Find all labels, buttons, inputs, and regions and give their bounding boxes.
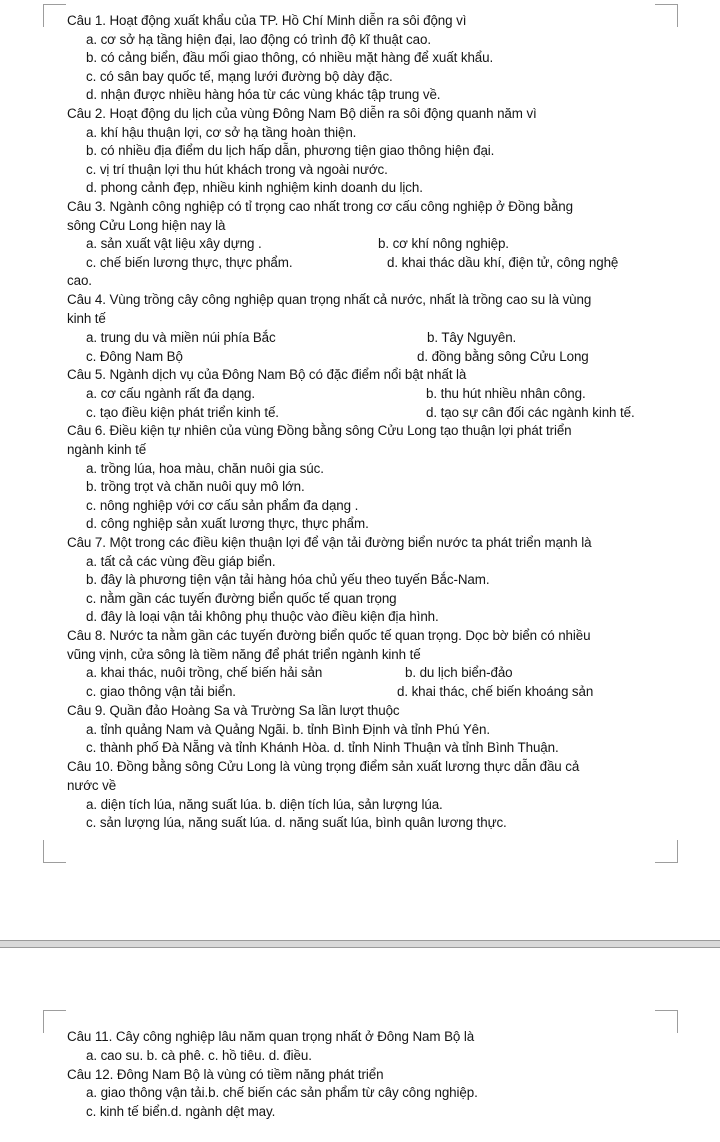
option-9ab: a. tỉnh quảng Nam và Quảng Ngãi. b. tỉnh Bình Định và tỉnh Phú Yên. — [86, 722, 490, 737]
question-4-cont: kinh tế — [67, 311, 106, 326]
question-9: Câu 9. Quần đảo Hoàng Sa và Trường Sa lần lượt thuộc — [67, 703, 400, 718]
option-9cd: c. thành phố Đà Nẵng và tỉnh Khánh Hòa. d. tỉnh Ninh Thuận và tỉnh Bình Thuận. — [86, 740, 559, 755]
crop-mark — [43, 840, 66, 863]
option-1a: a. cơ sở hạ tầng hiện đại, lao động có trình độ kĩ thuật cao. — [86, 32, 431, 47]
option-12ab: a. giao thông vận tải.b. chế biến các sản phẩm từ cây công nghiệp. — [86, 1085, 478, 1100]
option-12cd: c. kinh tế biển.d. ngành dệt may. — [86, 1104, 276, 1119]
crop-mark — [43, 4, 66, 27]
option-6b: b. trồng trọt và chăn nuôi quy mô lớn. — [86, 479, 305, 494]
crop-mark — [655, 4, 678, 27]
option-3d-cont: cao. — [67, 273, 92, 288]
option-8d: d. khai thác, chế biến khoáng sản — [397, 684, 594, 699]
question-1: Câu 1. Hoạt động xuất khẩu của TP. Hồ Chí Minh diễn ra sôi động vì — [67, 13, 467, 28]
option-5b: b. thu hút nhiều nhân công. — [426, 386, 586, 401]
option-6a: a. trồng lúa, hoa màu, chăn nuôi gia súc. — [86, 461, 324, 476]
document-page-2 — [0, 948, 720, 1142]
option-1d: d. nhận được nhiều hàng hóa từ các vùng khác tập trung về. — [86, 87, 441, 102]
crop-mark — [655, 840, 678, 863]
option-3d: d. khai thác dầu khí, điện tử, công nghệ — [387, 255, 619, 270]
option-5a: a. cơ cấu ngành rất đa dạng. — [86, 386, 256, 401]
question-8-cont: vũng vịnh, cửa sông là tiềm năng để phát triển ngành kinh tế — [67, 647, 421, 662]
crop-mark — [43, 1010, 66, 1033]
option-3c: c. chế biến lương thực, thực phẩm. — [86, 255, 293, 270]
option-7c: c. nằm gần các tuyến đường biển quốc tế quan trọng — [86, 591, 397, 606]
question-10: Câu 10. Đồng bằng sông Cửu Long là vùng trọng điểm sản xuất lương thực dẫn đầu cả — [67, 759, 580, 774]
option-7a: a. tất cả các vùng đều giáp biển. — [86, 554, 276, 569]
question-4: Câu 4. Vùng trồng cây công nghiệp quan trọng nhất cả nước, nhất là trồng cao su là vùng — [67, 292, 592, 307]
option-4d: d. đồng bằng sông Cửu Long — [417, 349, 589, 364]
question-2: Câu 2. Hoạt động du lịch của vùng Đông Nam Bộ diễn ra sôi động quanh năm vì — [67, 106, 537, 121]
question-11: Câu 11. Cây công nghiệp lâu năm quan trọng nhất ở Đông Nam Bộ là — [67, 1029, 475, 1044]
option-4a: a. trung du và miền núi phía Bắc — [86, 330, 276, 345]
question-8: Câu 8. Nước ta nằm gần các tuyến đường biển quốc tế quan trọng. Dọc bờ biển có nhiều — [67, 628, 591, 643]
option-7d: d. đây là loại vận tải không phụ thuộc vào điều kiện địa hình. — [86, 609, 439, 624]
question-7: Câu 7. Một trong các điều kiện thuận lợi để vận tải đường biển nước ta phát triển mạnh là — [67, 535, 592, 550]
option-1b: b. có cảng biển, đầu mối giao thông, có nhiều mặt hàng để xuất khẩu. — [86, 50, 494, 65]
option-3a: a. sản xuất vật liệu xây dựng . — [86, 236, 262, 251]
page-separator — [0, 940, 720, 948]
option-4c: c. Đông Nam Bộ — [86, 349, 183, 364]
option-10cd: c. sản lượng lúa, năng suất lúa. d. năng suất lúa, bình quân lương thực. — [86, 815, 507, 830]
crop-mark — [655, 1010, 678, 1033]
option-8b: b. du lịch biển-đảo — [405, 665, 513, 680]
option-6d: d. công nghiệp sản xuất lương thực, thực phẩm. — [86, 516, 369, 531]
option-6c: c. nông nghiệp với cơ cấu sản phẩm đa dạng . — [86, 498, 359, 513]
question-10-cont: nước về — [67, 778, 117, 793]
question-3-cont: sông Cửu Long hiện nay là — [67, 218, 226, 233]
option-2c: c. vị trí thuận lợi thu hút khách trong và ngoài nước. — [86, 162, 388, 177]
option-4b: b. Tây Nguyên. — [427, 330, 517, 345]
option-1c: c. có sân bay quốc tế, mạng lưới đường bộ dày đặc. — [86, 69, 393, 84]
option-10ab: a. diện tích lúa, năng suất lúa. b. diện tích lúa, sản lượng lúa. — [86, 797, 443, 812]
option-11: a. cao su. b. cà phê. c. hồ tiêu. d. điều. — [86, 1048, 312, 1063]
option-7b: b. đây là phương tiện vận tải hàng hóa chủ yếu theo tuyến Bắc-Nam. — [86, 572, 490, 587]
option-2b: b. có nhiều địa điểm du lịch hấp dẫn, phương tiện giao thông hiện đại. — [86, 143, 495, 158]
question-6-cont: ngành kinh tế — [67, 442, 147, 457]
option-2a: a. khí hậu thuận lợi, cơ sở hạ tầng hoàn thiện. — [86, 125, 357, 140]
question-6: Câu 6. Điều kiện tự nhiên của vùng Đồng bằng sông Cửu Long tạo thuận lợi phát triển — [67, 423, 572, 438]
option-8c: c. giao thông vận tải biển. — [86, 684, 236, 699]
option-2d: d. phong cảnh đẹp, nhiều kinh nghiệm kinh doanh du lịch. — [86, 180, 423, 195]
option-8a: a. khai thác, nuôi trồng, chế biến hải sản — [86, 665, 323, 680]
question-12: Câu 12. Đông Nam Bộ là vùng có tiềm năng phát triển — [67, 1067, 384, 1082]
option-3b: b. cơ khí nông nghiệp. — [378, 236, 509, 251]
option-5c: c. tạo điều kiện phát triển kinh tế. — [86, 405, 279, 420]
question-3: Câu 3. Ngành công nghiệp có tỉ trọng cao nhất trong cơ cấu công nghiệp ở Đồng bằng — [67, 199, 573, 214]
option-5d: d. tạo sự cân đối các ngành kinh tế. — [426, 405, 635, 420]
question-5: Câu 5. Ngành dịch vụ của Đông Nam Bộ có đặc điểm nổi bật nhất là — [67, 367, 467, 382]
